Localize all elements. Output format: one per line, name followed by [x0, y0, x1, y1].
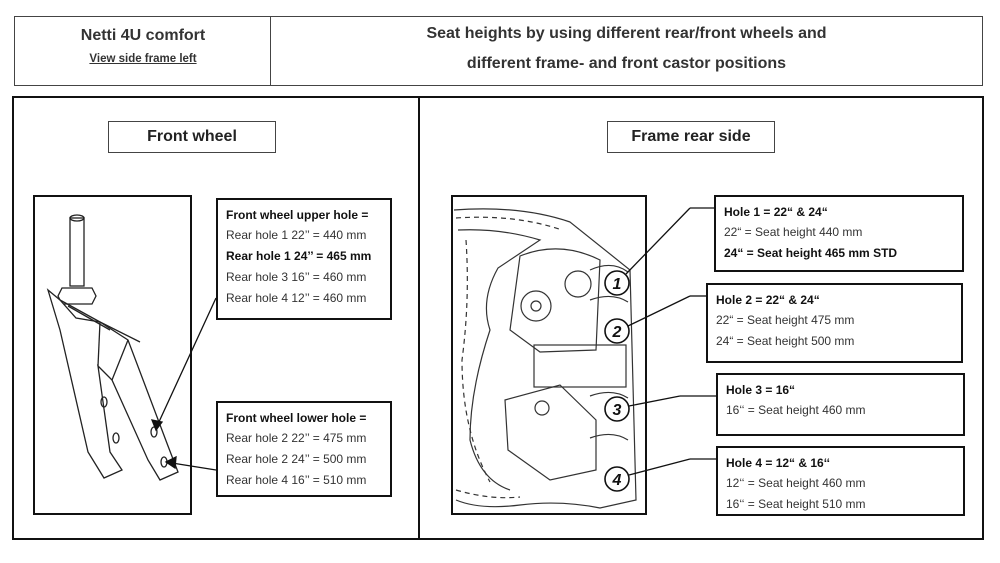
hole-1-line: 22“ = Seat height 440 mm	[724, 225, 863, 239]
hole-3-title: Hole 3 = 16“	[726, 383, 796, 397]
lower-hole-line: Rear hole 4 16’’ = 510 mm	[226, 473, 367, 487]
page-title-line-2: different frame- and front castor positions	[466, 55, 787, 72]
upper-hole-line: Rear hole 3 16’’ = 460 mm	[226, 270, 367, 284]
view-side-frame-link[interactable]: View side frame left	[89, 53, 197, 65]
front-fork-drawing	[48, 215, 178, 480]
lower-hole-title: Front wheel lower hole =	[226, 411, 367, 425]
hole-3-info-box	[716, 373, 965, 436]
upper-hole-line: Rear hole 1 24’’ = 465 mm	[226, 249, 372, 263]
frame-rear-side-label: Frame rear side	[607, 121, 775, 153]
hole-4-number: 4	[612, 472, 622, 489]
hole-leader-lines	[626, 208, 716, 475]
front-wheel-lower-hole-box	[216, 401, 392, 497]
hole-2-title: Hole 2 = 22“ & 24“	[716, 293, 820, 307]
hole-4-title: Hole 4 = 12“ & 16‘‘	[726, 456, 830, 470]
hole-2-number: 2	[612, 324, 622, 341]
page-title-line-1: Seat heights by using different rear/front wheels and	[426, 25, 827, 42]
hole-2-info-box	[706, 283, 963, 363]
hole-4-info-box	[716, 446, 965, 516]
front-wheel-upper-hole-box	[216, 198, 392, 320]
hole-3-line: 16‘‘ = Seat height 460 mm	[726, 403, 866, 417]
hole-1-line: 24“ = Seat height 465 mm STD	[724, 246, 898, 260]
front-wheel-label: Front wheel	[108, 121, 276, 153]
hole-4-line: 12‘‘ = Seat height 460 mm	[726, 476, 866, 490]
upper-hole-title: Front wheel upper hole =	[226, 208, 369, 222]
hole-1-info-box	[714, 195, 964, 272]
hole-2-line: 24“ = Seat height 500 mm	[716, 334, 855, 348]
hole-4-line: 16‘‘ = Seat height 510 mm	[726, 497, 866, 511]
upper-hole-line: Rear hole 4 12’’ = 460 mm	[226, 291, 367, 305]
hole-3-number: 3	[612, 402, 622, 419]
hole-2-line: 22“ = Seat height 475 mm	[716, 313, 855, 327]
product-name: Netti 4U comfort	[80, 27, 206, 44]
upper-hole-line: Rear hole 1 22’’ = 440 mm	[226, 228, 367, 242]
lower-hole-line: Rear hole 2 24’’ = 500 mm	[226, 452, 367, 466]
hole-1-number: 1	[612, 276, 622, 293]
lower-hole-line: Rear hole 2 22’’ = 475 mm	[226, 431, 367, 445]
frame-rear-drawing	[454, 209, 636, 508]
hole-1-title: Hole 1 = 22“ & 24“	[724, 205, 828, 219]
